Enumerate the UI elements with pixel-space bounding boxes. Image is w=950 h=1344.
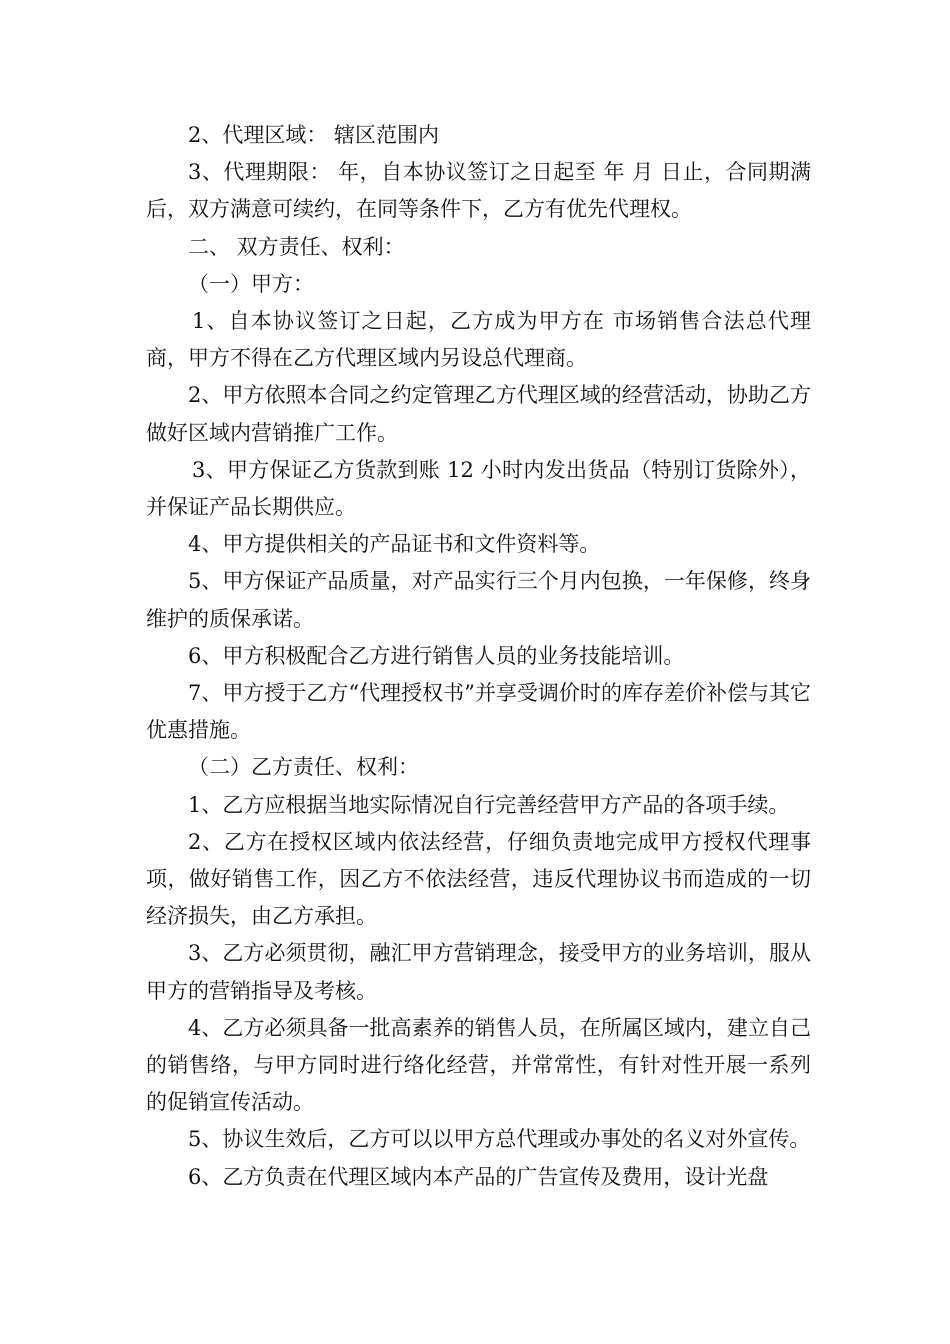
party-a-clause-7: 7、甲方授于乙方“代理授权书”并享受调价时的库存差价补偿与其它优惠措施。 (146, 681, 811, 743)
party-a-clause-2: 2、甲方依照本合同之约定管理乙方代理区域的经营活动，协助乙方做好区域内营销推广工作。 (146, 383, 811, 445)
party-b-clause-6: 6、乙方负责在代理区域内本产品的广告宣传及费用，设计光盘 (188, 1164, 769, 1189)
party-b-clause-2: 2、乙方在授权区域内依法经营，仔细负责地完成甲方授权代理事项，做好销售工作，因乙方不依法经营，违反代理协议书而造成的一切经济损失，由乙方承担。 (146, 829, 811, 929)
party-a-clause-1: 1、自本协议签订之日起，乙方成为甲方在 市场销售合法总代理商，甲方不得在乙方代理区域内另设总代理商。 (146, 309, 811, 371)
party-b-clause-3: 3、乙方必须贯彻，融汇甲方营销理念，接受甲方的业务培训，服从甲方的营销指导及考核。 (146, 941, 811, 1003)
party-a-clause-6: 6、甲方积极配合乙方进行销售人员的业务技能培训。 (188, 643, 685, 668)
party-b-clause-4: 4、乙方必须具备一批高素养的销售人员，在所属区域内，建立自己的销售络，与甲方同时进行络化经营，并常常性，有针对性开展一系列的促销宣传活动。 (146, 1015, 811, 1115)
document-body (146, 117, 811, 1196)
party-a-clause-5: 5、甲方保证产品质量，对产品实行三个月内包换，一年保修，终身维护的质保承诺。 (146, 569, 811, 631)
paragraph-region: 2、代理区域： 辖区范围内 (188, 123, 440, 147)
section-heading-responsibilities: 二、 双方责任、权利： (188, 234, 405, 259)
subsection-heading-party-a: （一）甲方： (188, 271, 314, 296)
party-b-clause-1: 1、乙方应根据当地实际情况自行完善经营甲方产品的各项手续。 (188, 792, 790, 817)
paragraph-term: 3、代理期限： 年，自本协议签订之日起至 年 月 日止，合同期满后，双方满意可续约，在同等条件下，乙方有优先代理权。 (146, 160, 811, 222)
party-b-clause-5: 5、协议生效后，乙方可以以甲方总代理或办事处的名义对外宣传。 (188, 1127, 811, 1152)
party-a-clause-3: 3、甲方保证乙方货款到账 12 小时内发出货品（特别订货除外），并保证产品长期供应。 (146, 457, 811, 520)
party-a-clause-4: 4、甲方提供相关的产品证书和文件资料等。 (188, 532, 601, 557)
subsection-heading-party-b: （二）乙方责任、权利： (188, 755, 419, 780)
